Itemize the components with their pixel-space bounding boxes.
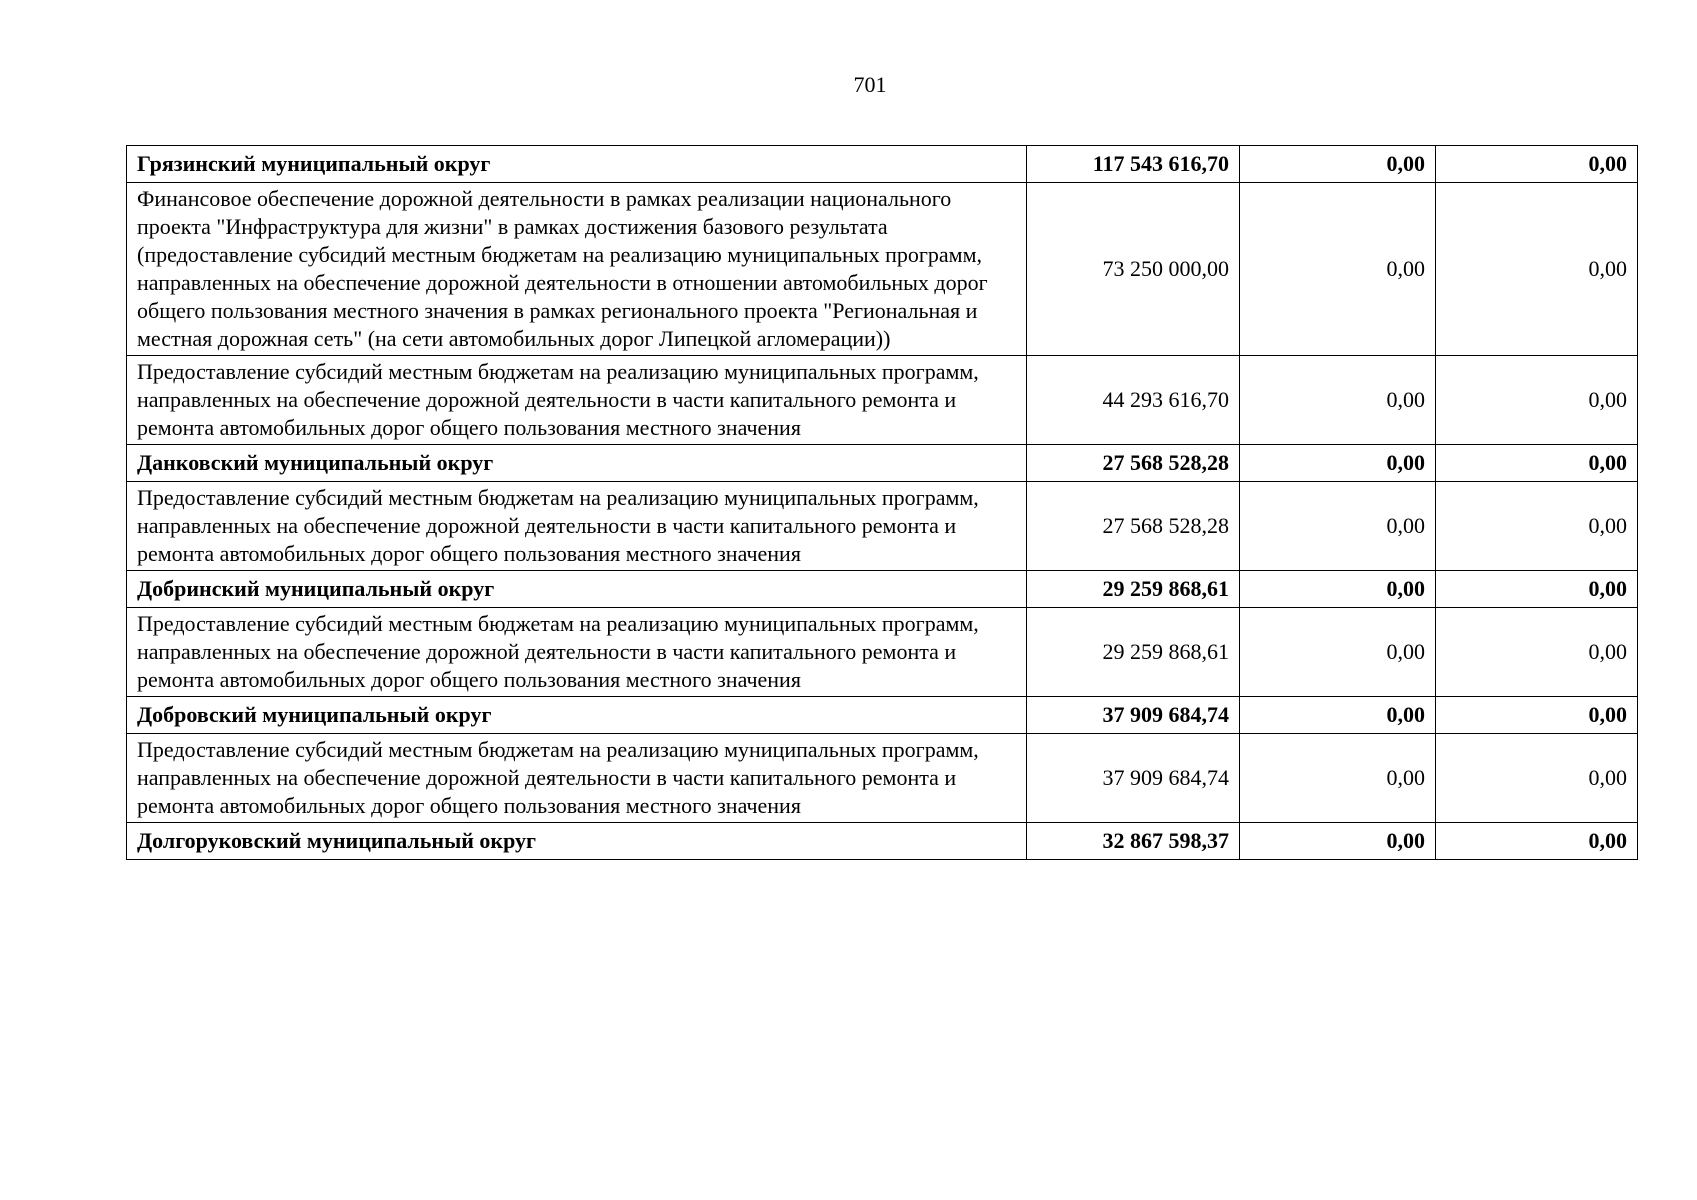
amount-cell: 0,00 (1240, 571, 1436, 608)
amount-cell: 32 867 598,37 (1027, 823, 1240, 860)
amount-cell: 37 909 684,74 (1027, 734, 1240, 823)
budget-table (126, 145, 1638, 860)
amount-cell: 0,00 (1240, 183, 1436, 356)
amount-cell: 0,00 (1436, 482, 1638, 571)
amount-cell: 29 259 868,61 (1027, 608, 1240, 697)
table-row-item (127, 356, 1638, 445)
amount-cell: 0,00 (1436, 146, 1638, 183)
amount-cell: 0,00 (1436, 734, 1638, 823)
amount-cell: 0,00 (1240, 146, 1436, 183)
table-row-item (127, 608, 1638, 697)
table-row-item (127, 183, 1638, 356)
district-name: Грязинский муниципальный округ (127, 146, 1027, 183)
item-description: Предоставление субсидий местным бюджетам на реализацию муниципальных программ, направленных на обеспечение дорожной деятельности в части капитального ремонта и ремонта автомобильных дорог общего пользования местного значения (127, 482, 1027, 571)
item-description: Предоставление субсидий местным бюджетам на реализацию муниципальных программ, направленных на обеспечение дорожной деятельности в части капитального ремонта и ремонта автомобильных дорог общего пользования местного значения (127, 734, 1027, 823)
amount-cell: 0,00 (1240, 356, 1436, 445)
table-row-district (127, 146, 1638, 183)
amount-cell: 0,00 (1436, 571, 1638, 608)
amount-cell: 0,00 (1240, 823, 1436, 860)
table-row-district (127, 571, 1638, 608)
amount-cell: 0,00 (1240, 734, 1436, 823)
amount-cell: 117 543 616,70 (1027, 146, 1240, 183)
amount-cell: 37 909 684,74 (1027, 697, 1240, 734)
district-name: Данковский муниципальный округ (127, 445, 1027, 482)
district-name: Добринский муниципальный округ (127, 571, 1027, 608)
item-description: Предоставление субсидий местным бюджетам на реализацию муниципальных программ, направленных на обеспечение дорожной деятельности в части капитального ремонта и ремонта автомобильных дорог общего пользования местного значения (127, 608, 1027, 697)
amount-cell: 27 568 528,28 (1027, 445, 1240, 482)
amount-cell: 0,00 (1240, 482, 1436, 571)
amount-cell: 0,00 (1240, 608, 1436, 697)
amount-cell: 0,00 (1240, 445, 1436, 482)
table-row-district (127, 445, 1638, 482)
amount-cell: 73 250 000,00 (1027, 183, 1240, 356)
page-number: 701 (853, 72, 887, 97)
table-row-district (127, 697, 1638, 734)
amount-cell: 29 259 868,61 (1027, 571, 1240, 608)
amount-cell: 0,00 (1436, 608, 1638, 697)
amount-cell: 44 293 616,70 (1027, 356, 1240, 445)
amount-cell: 27 568 528,28 (1027, 482, 1240, 571)
amount-cell: 0,00 (1436, 445, 1638, 482)
amount-cell: 0,00 (1436, 697, 1638, 734)
item-description: Финансовое обеспечение дорожной деятельности в рамках реализации национального проекта "Инфраструктура для жизни" в рамках достижения базового результата (предоставление субсидий местным бюджетам на реализацию муниципальных программ, направленных на обеспечение дорожной деятельности в отношении автомобильных дорог общего пользования местного значения в рамках регионального проекта "Региональная и местная дорожная сеть" (на сети автомобильных дорог Липецкой агломерации)) (127, 183, 1027, 356)
item-description: Предоставление субсидий местным бюджетам на реализацию муниципальных программ, направленных на обеспечение дорожной деятельности в части капитального ремонта и ремонта автомобильных дорог общего пользования местного значения (127, 356, 1027, 445)
amount-cell: 0,00 (1240, 697, 1436, 734)
district-name: Добровский муниципальный округ (127, 697, 1027, 734)
table-row-district (127, 823, 1638, 860)
amount-cell: 0,00 (1436, 823, 1638, 860)
district-name: Долгоруковский муниципальный округ (127, 823, 1027, 860)
table-row-item (127, 482, 1638, 571)
amount-cell: 0,00 (1436, 356, 1638, 445)
amount-cell: 0,00 (1436, 183, 1638, 356)
table-row-item (127, 734, 1638, 823)
